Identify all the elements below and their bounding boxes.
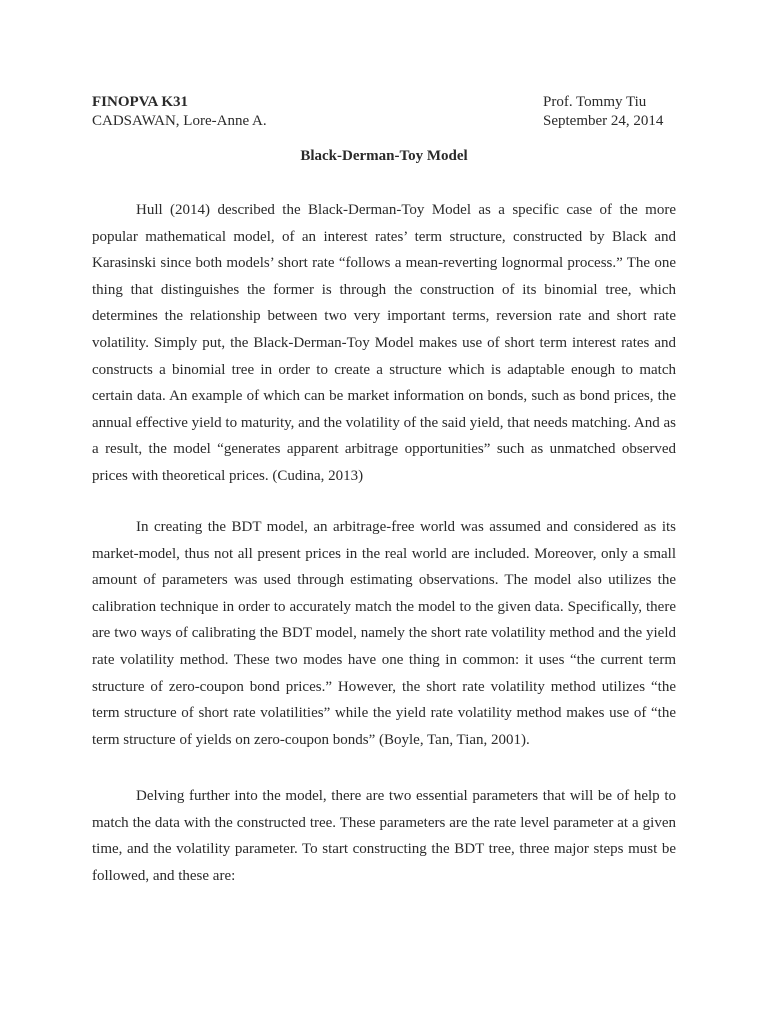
- course-code: FINOPVA K31: [92, 94, 188, 110]
- paragraph: In creating the BDT model, an arbitrage-free world was assumed and considered as its market-model, thus not all present prices in the real world are included. Moreover, only a small amount of parameters was used through estimating observations. The model also utilizes the calibration technique in order to accurately match the model to the given data. Specifically, there are two ways of calibrating the BDT model, namely the short rate volatility method and the yield rate volatility method. These two modes have one thing in common: it uses “the current term structure of zero-coupon bond prices.” However, the short rate volatility method utilizes “the term structure of short rate volatilities” while the yield rate volatility method makes use of “the term structure of yields on zero-coupon bonds” (Boyle, Tan, Tian, 2001).: [92, 519, 676, 748]
- document-date: September 24, 2014: [543, 113, 664, 129]
- student-name: CADSAWAN, Lore-Anne A.: [92, 113, 267, 129]
- paragraph: Delving further into the model, there are two essential parameters that will be of help to match the data with the constructed tree. These parameters are the rate level parameter at a given time, and the volatility parameter. To start constructing the BDT tree, three major steps must be followed, and these are:: [92, 788, 676, 884]
- paragraph-1-block: [92, 197, 676, 490]
- header-left-block: [92, 93, 267, 131]
- paragraph-3-block: [92, 783, 676, 889]
- professor-name: Prof. Tommy Tiu: [543, 94, 647, 110]
- paragraph-2-block: [92, 514, 676, 753]
- header-right-block: [543, 93, 663, 131]
- paragraph: Hull (2014) described the Black-Derman-Toy Model as a specific case of the more popular mathematical model, of an interest rates’ term structure, constructed by Black and Karasinski since both models’ short rate “follows a mean-reverting lognormal process.” The one thing that distinguishes the former is through the construction of its binomial tree, which determines the relationship between two very important terms, reversion rate and short rate volatility. Simply put, the Black-Derman-Toy Model makes use of short term interest rates and constructs a binomial tree in order to create a structure which is adaptable enough to match certain data. An example of which can be market information on bonds, such as bond prices, the annual effective yield to maturity, and the volatility of the said yield, that needs matching. And as a result, the model “generates apparent arbitrage opportunities” such as unmatched observed prices with theoretical prices. (Cudina, 2013): [92, 202, 677, 484]
- document-title: Black-Derman-Toy Model: [300, 148, 468, 164]
